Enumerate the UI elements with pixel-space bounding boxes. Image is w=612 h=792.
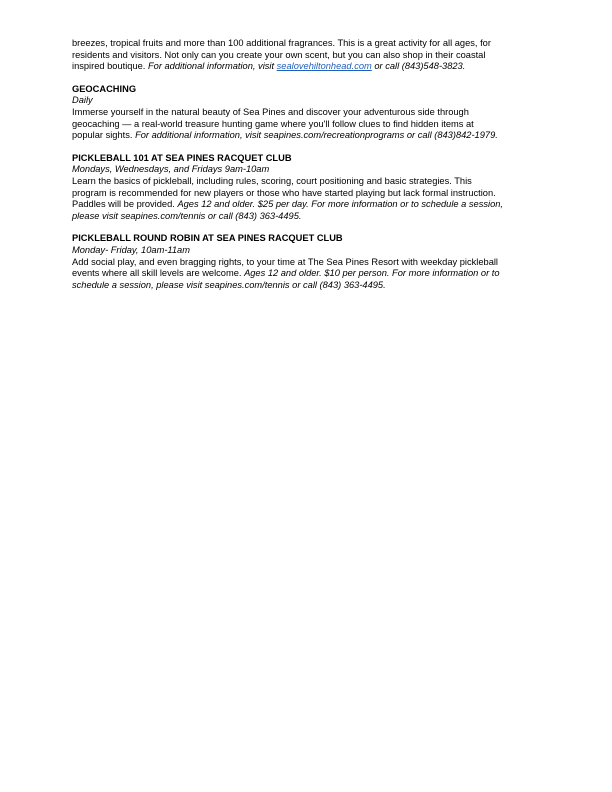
- round-robin-section: [72, 233, 542, 291]
- geocaching-section: [72, 84, 542, 142]
- pickleball-101-info-text: Ages 12 and older. $25 per day. For more information or to schedule a session,: [177, 199, 504, 210]
- geocaching-title: GEOCACHING: [72, 83, 137, 94]
- pickleball-101-line-2: program is recommended for new players or those who have started playing but lack formal instruction.: [72, 187, 496, 198]
- pickleball-101-section: [72, 153, 542, 223]
- pickleball-101-line-3: [72, 199, 542, 211]
- geocaching-line-3: [72, 130, 542, 142]
- round-robin-line-1: Add social play, and even bragging rights, to your time at The Sea Pines Resort with weekday pickleball: [72, 256, 498, 267]
- round-robin-schedule: Monday- Friday, 10am-11am: [72, 244, 190, 255]
- pickleball-101-schedule: Mondays, Wednesdays, and Fridays 9am-10am: [72, 164, 270, 175]
- sealove-link[interactable]: sealovehiltonhead.com: [276, 61, 372, 72]
- round-robin-info-text: Ages 12 and older. $10 per person. For more information or to: [244, 268, 500, 279]
- pickleball-101-line-4: please visit seapines.com/tennis or call (843) 363-4495.: [72, 210, 302, 221]
- intro-info-text: For additional information, visit: [147, 61, 277, 72]
- round-robin-line-2-text: events where all skill levels are welcome.: [72, 268, 245, 279]
- round-robin-line-3: schedule a session, please visit seapines.com/tennis or call (843) 363-4495.: [72, 279, 386, 290]
- geocaching-line-3-text: popular sights.: [72, 130, 136, 141]
- geocaching-line-1: Immerse yourself in the natural beauty of Sea Pines and discover your adventurous side through: [72, 106, 469, 117]
- geocaching-line-2: geocaching — a real-world treasure hunting game where you'll follow clues to find hidden items at: [72, 118, 474, 129]
- intro-line-2: residents and visitors. Not only can you create your own scent, but you can also shop in their coastal: [72, 49, 486, 60]
- round-robin-title: PICKLEBALL ROUND ROBIN AT SEA PINES RACQUET CLUB: [72, 233, 343, 244]
- pickleball-101-line-3-text: Paddles will be provided.: [72, 199, 178, 210]
- intro-paragraph: [72, 38, 542, 73]
- pickleball-101-title: PICKLEBALL 101 AT SEA PINES RACQUET CLUB: [72, 152, 292, 163]
- intro-line-3-text: inspired boutique.: [72, 61, 148, 72]
- round-robin-line-2: [72, 268, 542, 280]
- geocaching-info-text: For additional information, visit seapines.com/recreationprograms or call (843)842-1979.: [135, 130, 498, 141]
- intro-phone-text: or call (843)548-3823.: [371, 61, 466, 72]
- geocaching-schedule: Daily: [72, 95, 93, 106]
- intro-line-1: breezes, tropical fruits and more than 100 additional fragrances. This is a great activity for all ages, for: [72, 38, 491, 48]
- pickleball-101-line-1: Learn the basics of pickleball, including rules, scoring, court positioning and basic strategies. This: [72, 175, 472, 186]
- intro-line-3: [72, 61, 542, 73]
